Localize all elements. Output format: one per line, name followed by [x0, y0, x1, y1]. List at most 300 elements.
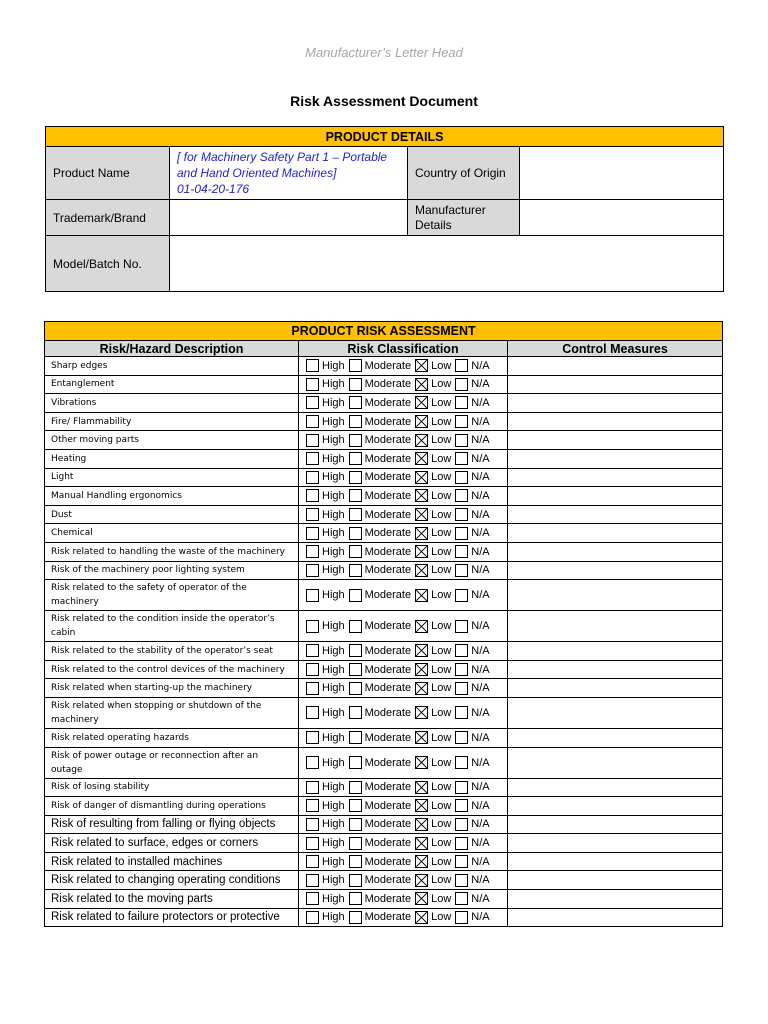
checkbox-moderate[interactable]	[349, 415, 362, 428]
risk-row	[45, 728, 723, 747]
option-na	[455, 799, 489, 812]
checkbox-low[interactable]	[415, 452, 428, 465]
option-label: Low	[431, 527, 452, 540]
option-label: High	[322, 396, 345, 409]
risk-description: Risk of resulting from falling or flying objects	[45, 815, 299, 834]
control-measures-field[interactable]	[508, 524, 723, 543]
checkbox-low[interactable]	[415, 527, 428, 540]
option-moderate	[349, 855, 411, 868]
checkbox-moderate[interactable]	[349, 489, 362, 502]
control-measures-field[interactable]	[508, 449, 723, 468]
checkbox-high[interactable]	[306, 837, 319, 850]
control-measures-field[interactable]	[508, 890, 723, 909]
checkbox-high[interactable]	[306, 359, 319, 372]
checkbox-moderate[interactable]	[349, 378, 362, 391]
option-low	[415, 874, 451, 887]
option-moderate	[349, 911, 411, 924]
risk-classification-options	[299, 527, 507, 540]
option-label: Moderate	[364, 682, 412, 695]
option-high	[306, 818, 345, 831]
option-label: High	[322, 644, 345, 657]
checkbox-moderate[interactable]	[349, 837, 362, 850]
checkbox-na[interactable]	[455, 731, 468, 744]
checkbox-na[interactable]	[455, 545, 468, 558]
checkbox-low[interactable]	[415, 620, 428, 633]
product-name-field[interactable]	[170, 147, 408, 200]
checkbox-high[interactable]	[306, 471, 319, 484]
checkbox-high[interactable]	[306, 564, 319, 577]
option-label: Low	[431, 799, 452, 812]
option-label: Moderate	[364, 527, 412, 540]
risk-classification-cell	[299, 580, 508, 611]
checkbox-low[interactable]	[415, 781, 428, 794]
option-label: N/A	[471, 489, 490, 502]
option-na	[455, 911, 489, 924]
risk-classification-cell	[299, 449, 508, 468]
risk-description: Vibrations	[45, 394, 299, 413]
checkbox-low[interactable]	[415, 545, 428, 558]
checkbox-high[interactable]	[306, 589, 319, 602]
checkbox-high[interactable]	[306, 644, 319, 657]
checkbox-high[interactable]	[306, 892, 319, 905]
checkbox-na[interactable]	[455, 644, 468, 657]
risk-classification-cell	[299, 852, 508, 871]
checkbox-moderate[interactable]	[349, 731, 362, 744]
checkbox-moderate[interactable]	[349, 781, 362, 794]
option-moderate	[349, 874, 411, 887]
risk-row	[45, 660, 723, 679]
risk-assessment-table	[44, 321, 723, 927]
option-low	[415, 911, 451, 924]
checkbox-low[interactable]	[415, 874, 428, 887]
checkbox-high[interactable]	[306, 682, 319, 695]
checkbox-na[interactable]	[455, 706, 468, 719]
checkbox-low[interactable]	[415, 415, 428, 428]
checkbox-high[interactable]	[306, 799, 319, 812]
option-high	[306, 434, 345, 447]
option-label: N/A	[471, 452, 490, 465]
option-label: Low	[431, 756, 452, 769]
risk-description: Risk related to changing operating conditions	[45, 871, 299, 890]
checkbox-na[interactable]	[455, 452, 468, 465]
control-measures-field[interactable]	[508, 542, 723, 561]
option-label: High	[322, 489, 345, 502]
option-label: Low	[431, 644, 452, 657]
option-high	[306, 706, 345, 719]
risk-classification-options	[299, 756, 507, 769]
risk-classification-options	[299, 799, 507, 812]
risk-row	[45, 852, 723, 871]
risk-description: Risk of danger of dismantling during operations	[45, 797, 299, 816]
control-measures-field[interactable]	[508, 834, 723, 853]
checkbox-moderate[interactable]	[349, 359, 362, 372]
checkbox-moderate[interactable]	[349, 756, 362, 769]
option-label: Moderate	[364, 837, 412, 850]
risk-classification-cell	[299, 394, 508, 413]
option-label: Low	[431, 396, 452, 409]
option-label: High	[322, 545, 345, 558]
option-label: High	[322, 781, 345, 794]
risk-description: Risk related to failure protectors or protective	[45, 908, 299, 927]
option-na	[455, 508, 489, 521]
checkbox-na[interactable]	[455, 589, 468, 602]
checkbox-low[interactable]	[415, 644, 428, 657]
risk-classification-options	[299, 396, 507, 409]
checkbox-na[interactable]	[455, 663, 468, 676]
checkbox-moderate[interactable]	[349, 396, 362, 409]
option-label: Moderate	[364, 706, 412, 719]
risk-classification-options	[299, 682, 507, 695]
option-moderate	[349, 527, 411, 540]
checkbox-moderate[interactable]	[349, 874, 362, 887]
checkbox-moderate[interactable]	[349, 452, 362, 465]
checkbox-moderate[interactable]	[349, 663, 362, 676]
option-high	[306, 855, 345, 868]
option-na	[455, 527, 489, 540]
checkbox-moderate[interactable]	[349, 911, 362, 924]
risk-description: Fire/ Flammability	[45, 412, 299, 431]
risk-classification-cell	[299, 375, 508, 394]
checkbox-moderate[interactable]	[349, 508, 362, 521]
option-low	[415, 855, 451, 868]
option-na	[455, 396, 489, 409]
control-measures-field[interactable]	[508, 357, 723, 376]
option-label: Low	[431, 508, 452, 521]
risk-classification-cell	[299, 778, 508, 797]
risk-classification-cell	[299, 357, 508, 376]
option-label: Low	[431, 911, 452, 924]
checkbox-na[interactable]	[455, 855, 468, 868]
option-label: Moderate	[364, 663, 412, 676]
checkbox-low[interactable]	[415, 434, 428, 447]
checkbox-low[interactable]	[415, 489, 428, 502]
control-measures-field[interactable]	[508, 660, 723, 679]
checkbox-high[interactable]	[306, 874, 319, 887]
option-high	[306, 892, 345, 905]
checkbox-low[interactable]	[415, 508, 428, 521]
risk-description: Risk related to the moving parts	[45, 890, 299, 909]
option-label: High	[322, 564, 345, 577]
option-moderate	[349, 837, 411, 850]
checkbox-low[interactable]	[415, 799, 428, 812]
checkbox-low[interactable]	[415, 564, 428, 577]
option-high	[306, 874, 345, 887]
control-measures-field[interactable]	[508, 611, 723, 642]
risk-classification-cell	[299, 728, 508, 747]
checkbox-low[interactable]	[415, 818, 428, 831]
checkbox-low[interactable]	[415, 396, 428, 409]
checkbox-high[interactable]	[306, 855, 319, 868]
checkbox-moderate[interactable]	[349, 434, 362, 447]
risk-row	[45, 815, 723, 834]
option-na	[455, 471, 489, 484]
checkbox-low[interactable]	[415, 911, 428, 924]
checkbox-high[interactable]	[306, 663, 319, 676]
option-high	[306, 415, 345, 428]
checkbox-high[interactable]	[306, 731, 319, 744]
checkbox-moderate[interactable]	[349, 706, 362, 719]
option-na	[455, 682, 489, 695]
option-label: N/A	[471, 874, 490, 887]
control-measures-field[interactable]	[508, 728, 723, 747]
control-measures-field[interactable]	[508, 908, 723, 927]
risk-row	[45, 487, 723, 506]
option-moderate	[349, 892, 411, 905]
model-batch-field[interactable]	[170, 236, 724, 292]
checkbox-high[interactable]	[306, 415, 319, 428]
option-label: Moderate	[364, 644, 412, 657]
option-label: Moderate	[364, 452, 412, 465]
option-moderate	[349, 508, 411, 521]
option-na	[455, 452, 489, 465]
option-na	[455, 731, 489, 744]
manufacturer-details-label	[408, 200, 520, 236]
option-label: Moderate	[364, 471, 412, 484]
control-measures-field[interactable]	[508, 394, 723, 413]
risk-classification-options	[299, 892, 507, 905]
checkbox-na[interactable]	[455, 837, 468, 850]
control-measures-field[interactable]	[508, 561, 723, 580]
checkbox-na[interactable]	[455, 434, 468, 447]
risk-classification-cell	[299, 431, 508, 450]
option-label: Low	[431, 589, 452, 602]
checkbox-na[interactable]	[455, 874, 468, 887]
checkbox-high[interactable]	[306, 378, 319, 391]
option-moderate	[349, 359, 411, 372]
risk-row	[45, 611, 723, 642]
risk-classification-options	[299, 589, 507, 602]
risk-classification-cell	[299, 797, 508, 816]
risk-description: Chemical	[45, 524, 299, 543]
risk-classification-cell	[299, 611, 508, 642]
option-label: High	[322, 818, 345, 831]
risk-classification-options	[299, 415, 507, 428]
option-label: N/A	[471, 799, 490, 812]
option-na	[455, 663, 489, 676]
option-label: N/A	[471, 527, 490, 540]
checkbox-moderate[interactable]	[349, 682, 362, 695]
checkbox-high[interactable]	[306, 706, 319, 719]
risk-row	[45, 697, 723, 728]
checkbox-na[interactable]	[455, 799, 468, 812]
checkbox-high[interactable]	[306, 396, 319, 409]
risk-classification-options	[299, 452, 507, 465]
checkbox-moderate[interactable]	[349, 545, 362, 558]
risk-description: Risk related to the safety of operator of the machinery	[45, 580, 299, 611]
option-low	[415, 527, 451, 540]
option-label: N/A	[471, 837, 490, 850]
control-measures-field[interactable]	[508, 852, 723, 871]
risk-classification-cell	[299, 505, 508, 524]
checkbox-na[interactable]	[455, 911, 468, 924]
control-measures-field[interactable]	[508, 412, 723, 431]
risk-row	[45, 449, 723, 468]
option-label: N/A	[471, 620, 490, 633]
column-header-control-measures: Control Measures	[508, 341, 723, 357]
control-measures-field[interactable]	[508, 747, 723, 778]
risk-description: Risk related to handling the waste of the machinery	[45, 542, 299, 561]
checkbox-high[interactable]	[306, 818, 319, 831]
checkbox-moderate[interactable]	[349, 527, 362, 540]
risk-description: Risk of power outage or reconnection after an outage	[45, 747, 299, 778]
option-na	[455, 706, 489, 719]
control-measures-field[interactable]	[508, 797, 723, 816]
risk-row	[45, 468, 723, 487]
checkbox-na[interactable]	[455, 489, 468, 502]
option-na	[455, 564, 489, 577]
checkbox-low[interactable]	[415, 471, 428, 484]
checkbox-na[interactable]	[455, 378, 468, 391]
checkbox-moderate[interactable]	[349, 818, 362, 831]
risk-classification-cell	[299, 487, 508, 506]
option-label: High	[322, 527, 345, 540]
checkbox-na[interactable]	[455, 818, 468, 831]
checkbox-low[interactable]	[415, 837, 428, 850]
option-label: High	[322, 799, 345, 812]
control-measures-field[interactable]	[508, 375, 723, 394]
option-label: N/A	[471, 396, 490, 409]
checkbox-moderate[interactable]	[349, 620, 362, 633]
checkbox-na[interactable]	[455, 892, 468, 905]
checkbox-moderate[interactable]	[349, 855, 362, 868]
checkbox-high[interactable]	[306, 911, 319, 924]
control-measures-field[interactable]	[508, 815, 723, 834]
option-label: High	[322, 508, 345, 521]
option-low	[415, 415, 451, 428]
control-measures-field[interactable]	[508, 431, 723, 450]
option-high	[306, 378, 345, 391]
checkbox-na[interactable]	[455, 781, 468, 794]
model-batch-label: Model/Batch No.	[46, 236, 170, 292]
risk-classification-options	[299, 731, 507, 744]
checkbox-na[interactable]	[455, 527, 468, 540]
checkbox-low[interactable]	[415, 756, 428, 769]
option-label: High	[322, 682, 345, 695]
risk-row	[45, 375, 723, 394]
control-measures-field[interactable]	[508, 697, 723, 728]
checkbox-na[interactable]	[455, 620, 468, 633]
option-na	[455, 415, 489, 428]
checkbox-na[interactable]	[455, 682, 468, 695]
checkbox-low[interactable]	[415, 663, 428, 676]
control-measures-field[interactable]	[508, 679, 723, 698]
checkbox-low[interactable]	[415, 589, 428, 602]
checkbox-low[interactable]	[415, 682, 428, 695]
trademark-field[interactable]	[170, 200, 408, 236]
column-header-classification: Risk Classification	[299, 341, 508, 357]
checkbox-moderate[interactable]	[349, 799, 362, 812]
control-measures-field[interactable]	[508, 468, 723, 487]
checkbox-high[interactable]	[306, 508, 319, 521]
option-label: Low	[431, 545, 452, 558]
risk-classification-options	[299, 489, 507, 502]
risk-classification-options	[299, 818, 507, 831]
option-label: Low	[431, 620, 452, 633]
control-measures-field[interactable]	[508, 871, 723, 890]
risk-row	[45, 394, 723, 413]
option-high	[306, 644, 345, 657]
risk-description: Risk related when stopping or shutdown of the machinery	[45, 697, 299, 728]
risk-description: Risk related to the control devices of the machinery	[45, 660, 299, 679]
checkbox-na[interactable]	[455, 359, 468, 372]
checkbox-high[interactable]	[306, 527, 319, 540]
option-high	[306, 620, 345, 633]
checkbox-na[interactable]	[455, 415, 468, 428]
risk-row	[45, 561, 723, 580]
checkbox-high[interactable]	[306, 620, 319, 633]
option-low	[415, 837, 451, 850]
checkbox-moderate[interactable]	[349, 589, 362, 602]
option-low	[415, 564, 451, 577]
checkbox-high[interactable]	[306, 434, 319, 447]
manufacturer-label-line-2: Details	[415, 217, 452, 232]
checkbox-na[interactable]	[455, 396, 468, 409]
manufacturer-details-field[interactable]	[520, 200, 724, 236]
checkbox-moderate[interactable]	[349, 564, 362, 577]
checkbox-na[interactable]	[455, 756, 468, 769]
control-measures-field[interactable]	[508, 505, 723, 524]
checkbox-low[interactable]	[415, 378, 428, 391]
checkbox-moderate[interactable]	[349, 892, 362, 905]
checkbox-low[interactable]	[415, 731, 428, 744]
risk-classification-cell	[299, 679, 508, 698]
option-label: Moderate	[364, 731, 412, 744]
option-high	[306, 589, 345, 602]
checkbox-na[interactable]	[455, 471, 468, 484]
option-label: Moderate	[364, 620, 412, 633]
checkbox-high[interactable]	[306, 452, 319, 465]
option-moderate	[349, 471, 411, 484]
country-of-origin-field[interactable]	[520, 147, 724, 200]
option-label: High	[322, 756, 345, 769]
control-measures-field[interactable]	[508, 778, 723, 797]
checkbox-moderate[interactable]	[349, 644, 362, 657]
risk-classification-options	[299, 911, 507, 924]
option-label: Low	[431, 892, 452, 905]
risk-classification-cell	[299, 834, 508, 853]
control-measures-field[interactable]	[508, 487, 723, 506]
checkbox-na[interactable]	[455, 508, 468, 521]
option-na	[455, 589, 489, 602]
control-measures-field[interactable]	[508, 642, 723, 661]
option-label: N/A	[471, 911, 490, 924]
option-label: Moderate	[364, 378, 412, 391]
risk-assessment-header: PRODUCT RISK ASSESSMENT	[45, 322, 723, 341]
option-low	[415, 892, 451, 905]
risk-row	[45, 357, 723, 376]
option-na	[455, 892, 489, 905]
checkbox-high[interactable]	[306, 781, 319, 794]
risk-row	[45, 412, 723, 431]
checkbox-low[interactable]	[415, 706, 428, 719]
option-label: N/A	[471, 545, 490, 558]
country-of-origin-label: Country of Origin	[408, 147, 520, 200]
option-label: High	[322, 663, 345, 676]
checkbox-low[interactable]	[415, 855, 428, 868]
risk-classification-options	[299, 855, 507, 868]
checkbox-moderate[interactable]	[349, 471, 362, 484]
option-low	[415, 706, 451, 719]
checkbox-high[interactable]	[306, 545, 319, 558]
checkbox-low[interactable]	[415, 892, 428, 905]
checkbox-na[interactable]	[455, 564, 468, 577]
control-measures-field[interactable]	[508, 580, 723, 611]
checkbox-high[interactable]	[306, 756, 319, 769]
checkbox-low[interactable]	[415, 359, 428, 372]
risk-classification-cell	[299, 908, 508, 927]
option-na	[455, 644, 489, 657]
checkbox-high[interactable]	[306, 489, 319, 502]
